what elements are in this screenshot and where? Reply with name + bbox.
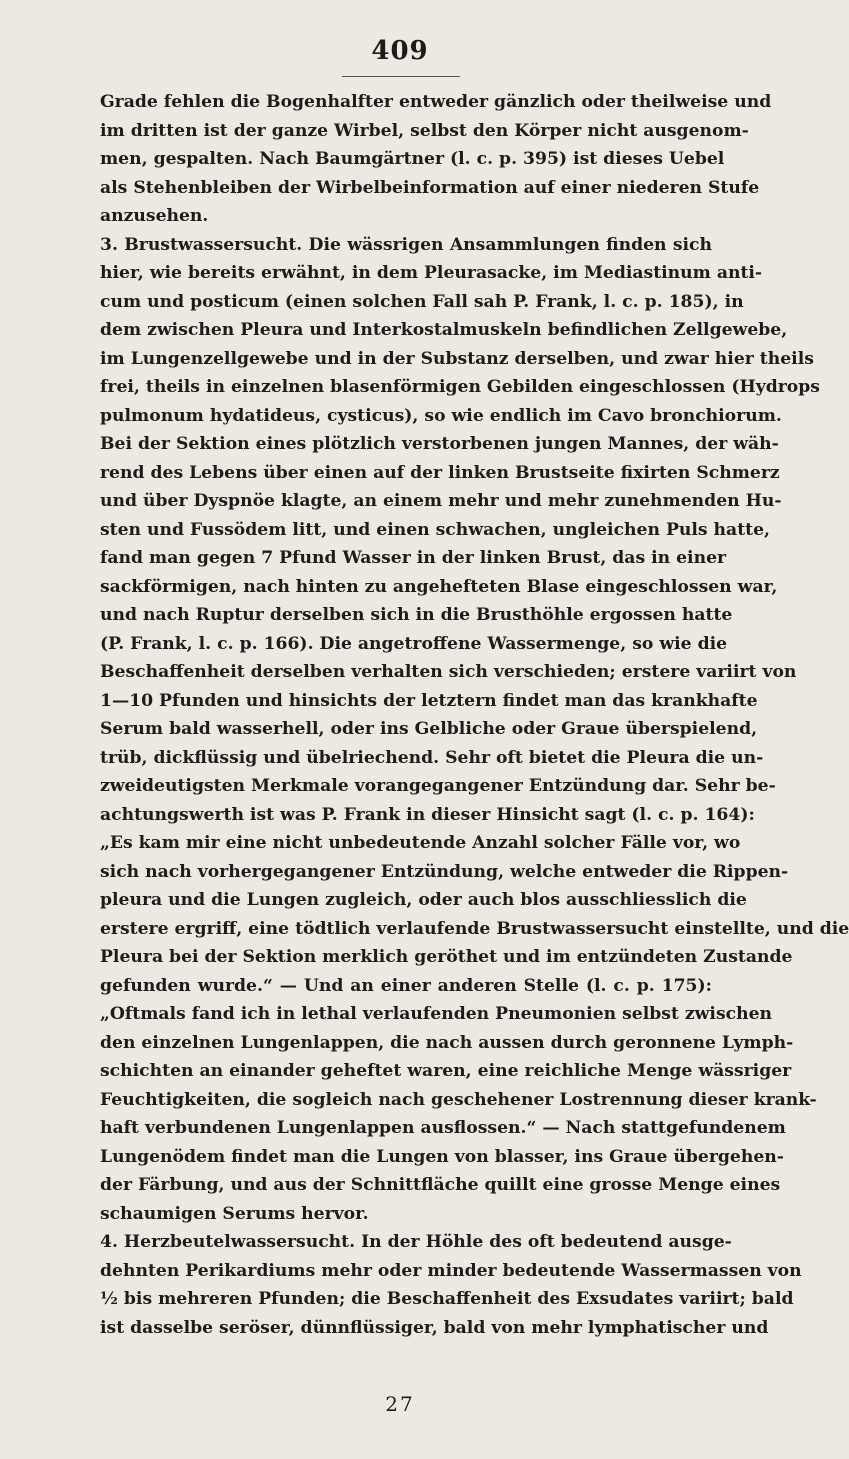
text-line: sten und Fussödem litt, und einen schwachen, ungleichen Puls hatte, — [100, 519, 770, 540]
text-line: pulmonum hydatideus, cysticus), so wie endlich im Cavo bronchiorum. — [100, 405, 782, 426]
text-line: ½ bis mehreren Pfunden; die Beschaffenheit des Exsudates variirt; bald — [100, 1289, 794, 1309]
text-line: sich nach vorhergegangener Entzündung, welche entweder die Rippen- — [100, 861, 789, 882]
text-line: Serum bald wasserhell, oder ins Gelbliche oder Graue überspielend, — [100, 719, 758, 739]
text-line: achtungswerth ist was P. Frank in dieser Hinsicht sagt (l. c. p. 164): — [100, 804, 755, 825]
text-line: trüb, dickflüssig und übelriechend. Sehr oft bietet die Pleura die un- — [100, 747, 764, 768]
text-line: erstere ergriff, eine tödtlich verlaufende Brustwassersucht einstellte, und die — [100, 918, 849, 939]
text-line: cum und posticum (einen solchen Fall sah P. Frank, l. c. p. 185), in — [100, 291, 744, 312]
text-line: und nach Ruptur derselben sich in die Brusthöhle ergossen hatte — [100, 605, 733, 625]
text-line: gefunden wurde.“ — Und an einer anderen Stelle (l. c. p. 175): — [100, 975, 712, 996]
header-rule — [342, 76, 460, 77]
text-line: als Stehenbleiben der Wirbelbeinformation auf einer niederen Stufe — [100, 177, 760, 198]
text-line: schaumigen Serums hervor. — [100, 1203, 369, 1224]
text-line: men, gespalten. Nach Baumgärtner (l. c. p. 395) ist dieses Uebel — [100, 149, 725, 169]
text-line: dem zwischen Pleura und Interkostalmuskeln befindlichen Zellgewebe, — [100, 320, 788, 340]
text-line: und über Dyspnöe klagte, an einem mehr und mehr zunehmenden Hu- — [100, 491, 782, 511]
text-line: der Färbung, und aus der Schnittfläche quillt eine grosse Menge eines — [100, 1175, 781, 1195]
text-line: haft verbundenen Lungenlappen ausflossen.“ — Nach stattgefundenem — [100, 1118, 786, 1138]
text-line: ist dasselbe seröser, dünnflüssiger, bald von mehr lymphatischer und — [100, 1317, 769, 1338]
text-line: hier, wie bereits erwähnt, in dem Pleurasacke, im Mediastinum anti- — [100, 263, 763, 283]
text-line: Beschaffenheit derselben verhalten sich verschieden; erstere variirt von — [100, 662, 797, 682]
text-line: den einzelnen Lungenlappen, die nach aussen durch geronnene Lymph- — [100, 1032, 794, 1053]
text-line: Lungenödem findet man die Lungen von blasser, ins Graue übergehen- — [100, 1146, 784, 1167]
text-line: im dritten ist der ganze Wirbel, selbst den Körper nicht ausgenom- — [100, 120, 749, 141]
body-text — [100, 88, 849, 1342]
text-line: „Es kam mir eine nicht unbedeutende Anzahl solcher Fälle vor, wo — [100, 833, 741, 853]
text-line: anzusehen. — [100, 206, 209, 226]
text-line: 3. Brustwassersucht. Die wässrigen Ansammlungen finden sich — [100, 234, 712, 255]
text-line: im Lungenzellgewebe und in der Substanz derselben, und zwar hier theils — [100, 348, 814, 369]
text-line: dehnten Perikardiums mehr oder minder bedeutende Wassermassen von — [100, 1260, 802, 1281]
text-line: zweideutigsten Merkmale vorangegangener Entzündung dar. Sehr be- — [100, 776, 776, 796]
text-line: rend des Lebens über einen auf der linken Brustseite fixirten Schmerz — [100, 462, 780, 483]
text-line: schichten an einander geheftet waren, eine reichliche Menge wässriger — [100, 1061, 792, 1081]
text-line: Grade fehlen die Bogenhalfter entweder gänzlich oder theilweise und — [100, 92, 772, 112]
signature-mark: 27 — [385, 1392, 415, 1416]
text-line: pleura und die Lungen zugleich, oder auch blos ausschliesslich die — [100, 890, 747, 910]
text-line: Feuchtigkeiten, die sogleich nach geschehener Lostrennung dieser krank- — [100, 1089, 817, 1110]
text-line: (P. Frank, l. c. p. 166). Die angetroffene Wassermenge, so wie die — [100, 633, 728, 654]
text-line: frei, theils in einzelnen blasenförmigen Gebilden eingeschlossen (Hydrops — [100, 377, 820, 397]
text-line: fand man gegen 7 Pfund Wasser in der linken Brust, das in einer — [100, 548, 727, 568]
text-line: „Oftmals fand ich in lethal verlaufenden Pneumonien selbst zwischen — [100, 1004, 773, 1024]
text-line: 4. Herzbeutelwassersucht. In der Höhle des oft bedeutend ausge- — [100, 1232, 732, 1252]
text-line: 1—10 Pfunden und hinsichts der letztern findet man das krankhafte — [100, 690, 758, 711]
text-line: sackförmigen, nach hinten zu angehefteten Blase eingeschlossen war, — [100, 576, 778, 597]
text-line: Pleura bei der Sektion merklich geröthet und im entzündeten Zustande — [100, 947, 793, 967]
page-number: 409 — [371, 36, 429, 66]
text-line: Bei der Sektion eines plötzlich verstorbenen jungen Mannes, der wäh- — [100, 434, 779, 454]
